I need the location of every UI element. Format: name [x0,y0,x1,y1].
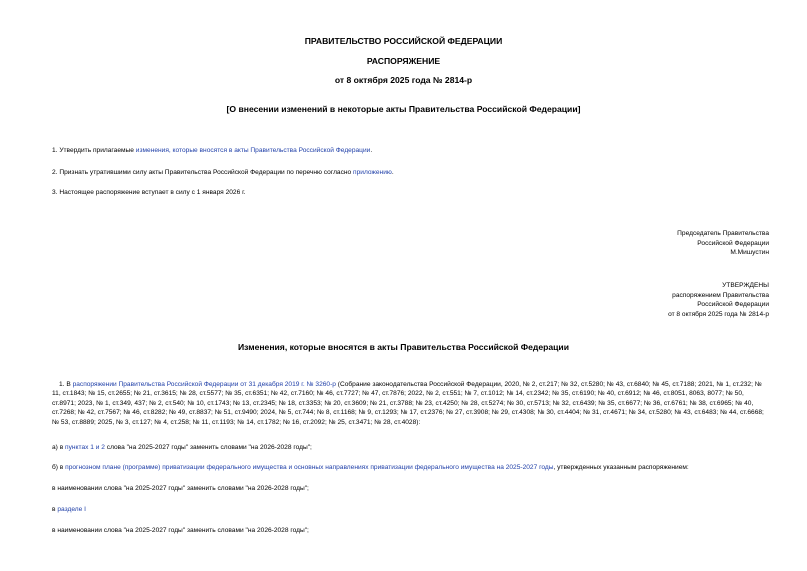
subitem-b-line-2-prefix: в [52,506,58,513]
subitem-a [52,443,312,452]
item-3: 3. Настоящее распоряжение вступает в силу с 1 января 2026 г. [52,189,246,196]
subitem-b-prefix: б) в [52,464,66,471]
subitem-b-line-1: в наименовании слова "на 2025-2027 годы" заменить словами "на 2026-2028 годы"; [52,485,309,492]
signature-line-3: М.Мишустин [730,249,769,257]
item-2-prefix: 2. Признать утратившими силу акты Правительства Российской Федерации по перечню согласно [52,169,354,176]
subitem-b-line-2 [52,505,86,514]
changes-paragraph-1 [52,380,764,427]
document-type: РАСПОРЯЖЕНИЕ [366,56,441,66]
approval-block [668,281,769,319]
approval-line-1: УТВЕРЖДЕНЫ [722,282,769,289]
government-heading: ПРАВИТЕЛЬСТВО РОССИЙСКОЙ ФЕДЕРАЦИИ [304,36,503,46]
p1-prefix: 1. В [59,381,73,388]
item-2 [52,168,394,177]
approval-line-2: распоряжением Правительства [672,291,769,299]
item-1-prefix: 1. Утвердить прилагаемые [52,147,136,154]
document-date-number: от 8 октября 2025 года № 2814-р [334,75,473,85]
subitem-a-suffix: слова "на 2025-2027 годы" заменить словами "на 2026-2028 годы"; [104,444,312,451]
signature-line-2: Российской Федерации [697,239,769,247]
changes-title: Изменения, которые вносятся в акты Правительства Российской Федерации [237,342,569,352]
appendix-link[interactable]: приложению [353,169,392,176]
subitem-b [52,463,689,472]
privatization-plan-link[interactable]: прогнозном плане (программе) приватизации федерального имущества и основных направлениях приватизации федерального имущества на 2025-2027 годы [65,464,554,471]
approval-line-4: от 8 октября 2025 года № 2814-р [668,310,769,318]
approval-line-3: Российской Федерации [697,301,769,309]
item-1-suffix: . [370,147,373,154]
order-3260-link[interactable]: распоряжении Правительства Российской Федерации от 31 декабря 2019 г. № 3260-р [72,381,336,388]
subitem-b-suffix: , утвержденных указанным распоряжением: [553,464,689,471]
subitem-a-prefix: а) в [52,444,66,451]
item-2-suffix: . [391,169,394,176]
changes-link[interactable]: изменения, которые вносятся в акты Правительства Российской Федерации [135,147,371,154]
subitem-b-line-3: в наименовании слова "на 2025-2027 годы" заменить словами "на 2026-2028 годы"; [52,527,309,534]
document-subject: [О внесении изменений в некоторые акты Правительства Российской Федерации] [226,104,581,114]
p1-text: (Собрание законодательства Российской Федерации, 2020, № 2, ст.217; № 32, ст.5280; № 43, ст.6840; № 45, ст.7188; 2021, № 1, ст.232; № 11, ст.1843; № 15, ст.2655; № 21, ст.3615; № 28, ст.5577; № 35, ст.6351; № 42, ст.7160; № 46, ст.7727; № 47, ст.7876; 2022, № 2, ст.551; № 7, ст.1012; № 14, ст.2342; № 35, ст.6190; № 40, ст.6912; № 46, ст.8051, 8063, 8077; № 50, ст.8971; 2023, № 1, ст.349, 437; № 2, ст.540; № 10, ст.1743; № 13, ст.2345; № 18, ст.3353; № 20, ст.3609; № 21, ст.3788; № 23, ст.4250; № 28, ст.5274; № 30, ст.5713; № 32, ст.6439; № 35, ст.6677; № 36, ст.6761; № 38, ст.6965; № 40, ст.7268; № 42, ст.7567; № 46, ст.8282; № 49, ст.8837; № 51, ст.9490; 2024, № 5, ст.744; № 8, ст.1168; № 9, ст.1293; № 17, ст.2376; № 27, ст.3908; № 29, ст.4308; № 30, ст.4404; № 31, ст.4671; № 34, ст.5280; № 43, ст.6483; № 44, ст.6668; № 53, ст.8889; 2025, № 3, ст.127; № 4, ст.258; № 11, ст.1193; № 14, ст.1782; № 16, ст.2092; № 25, ст.3471; № 28, ст.4028): [52,381,764,426]
signature-line-1: Председатель Правительства [677,230,769,237]
section-1-link[interactable]: разделе I [57,506,86,513]
signature-block [677,229,769,258]
points-1-2-link[interactable]: пунктах 1 и 2 [65,444,105,451]
item-1 [52,146,372,155]
